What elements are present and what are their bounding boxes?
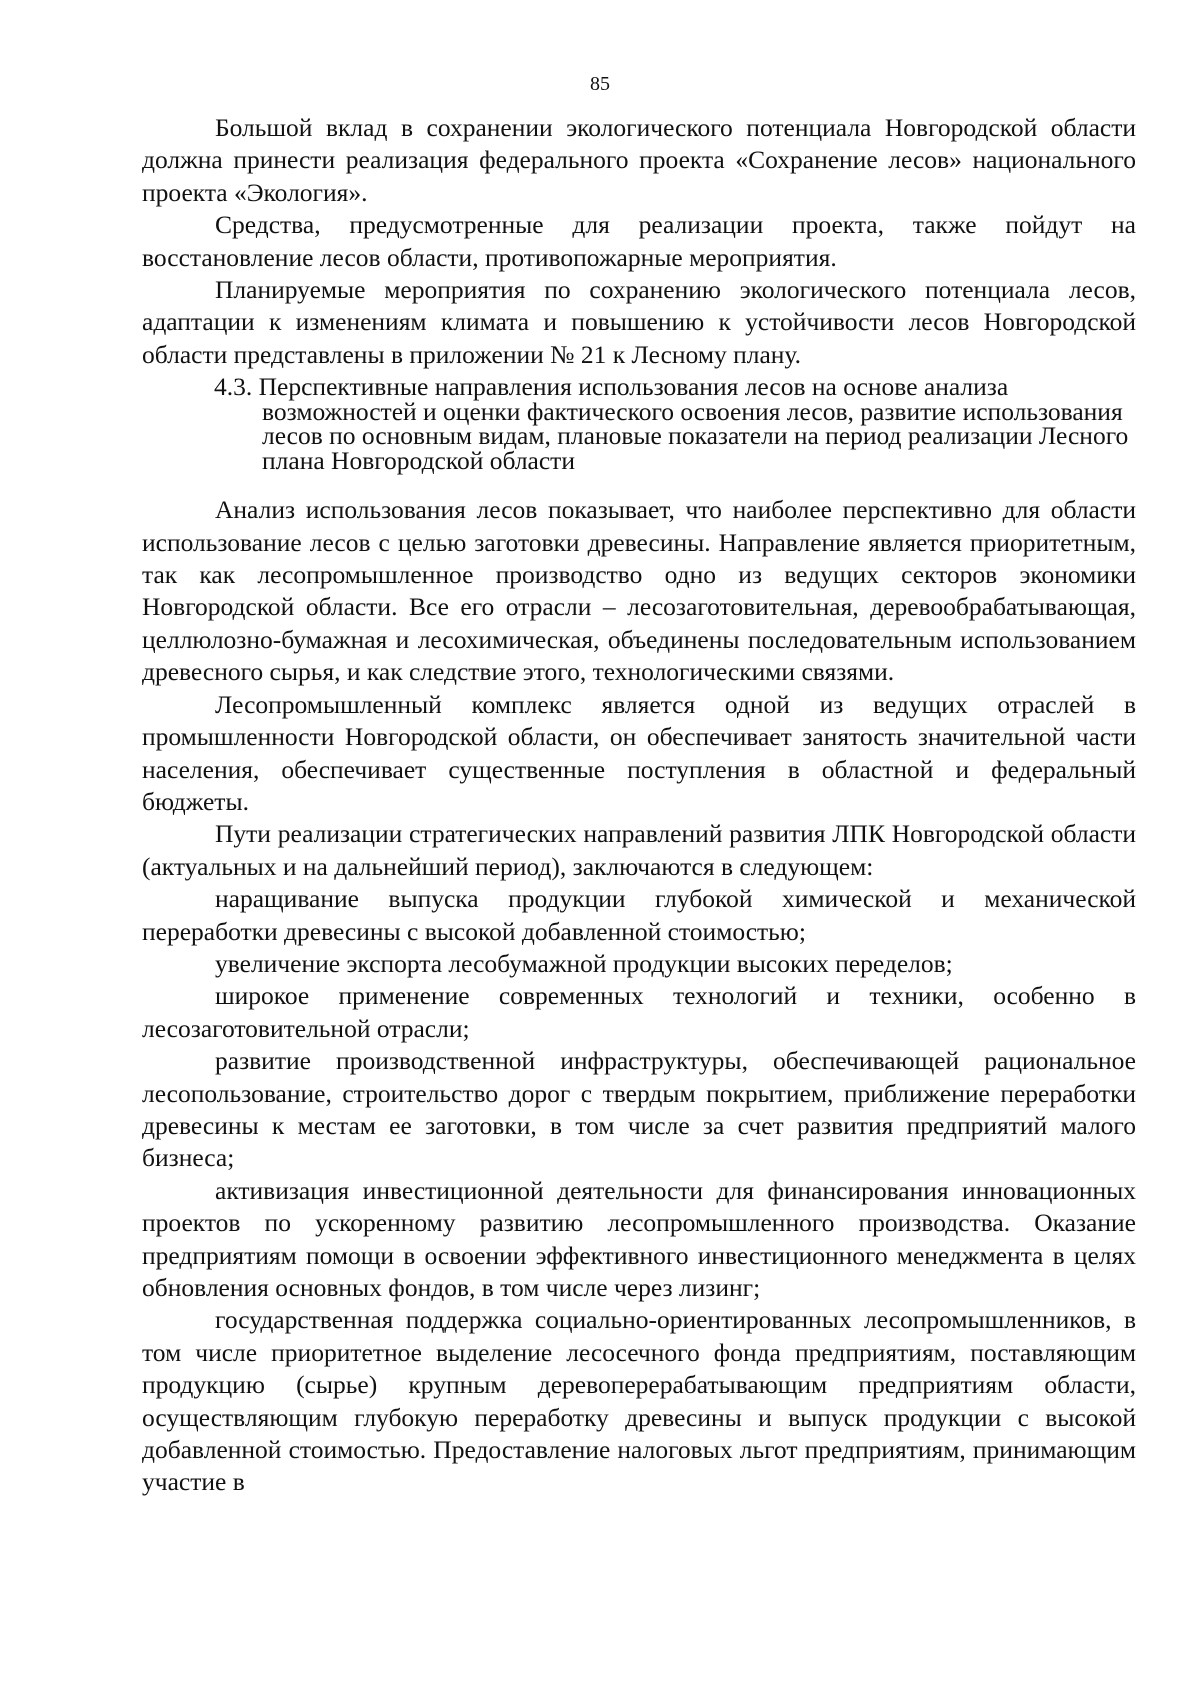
heading-spacer [142,473,1136,494]
list-item: широкое применение современных технологий и техники, особенно в лесозаготовительной отрасли; [142,981,1136,1043]
list-item: государственная поддержка социально-ориентированных лесопромышленников, в том числе приоритетное выделение лесосечного фонда предприятиям, поставляющим продукцию (сырье) крупным деревоперерабатывающим предприятиям области, осуществляющим глубокую переработку древесины и выпуск продукции с высокой добавленной стоимостью. Предоставление налоговых льгот предприятиям, принимающим участие в [142,1305,1136,1497]
list-item: увеличение экспорта лесобумажной продукции высоких переделов; [215,948,953,978]
paragraph: Средства, предусмотренные для реализации проекта, также пойдут на восстановление лесов области, противопожарные мероприятия. [142,210,1136,272]
list-item: наращивание выпуска продукции глубокой химической и механической переработки древесины с высокой добавленной стоимостью; [142,884,1136,946]
paragraph: Большой вклад в сохранении экологического потенциала Новгородской области должна принести реализация федерального проекта «Сохранение лесов» национального проекта «Экология». [142,113,1136,207]
paragraph: Планируемые мероприятия по сохранению экологического потенциала лесов, адаптации к изменениям климата и повышению к устойчивости лесов Новгородской области представлены в приложении № 21 к Лесному плану. [142,275,1136,369]
paragraph: Анализ использования лесов показывает, что наиболее перспективно для области использование лесов с целью заготовки древесины. Направление является приоритетным, так как лесопромышленное производство одно из ведущих секторов экономики Новгородской области. Все его отрасли – лесозаготовительная, деревообрабатывающая, целлюлозно-бумажная и лесохимическая, объединены последовательным использованием древесного сырья, и как следствие этого, технологическими связями. [142,495,1136,687]
document-body [142,112,1136,1499]
list-item: активизация инвестиционной деятельности для финансирования инновационных проектов по ускоренному развитию лесопромышленного производства. Оказание предприятиям помощи в освоении эффективного инвестиционного менеджмента в целях обновления основных фондов, в том числе через лизинг; [142,1175,1136,1302]
paragraph: Лесопромышленный комплекс является одной из ведущих отраслей в промышленности Новгородской области, он обеспечивает занятость значительной части населения, обеспечивает существенные поступления в областной и федеральный бюджеты. [142,689,1136,816]
page-number: 85 [590,73,610,95]
section-heading: 4.3. Перспективные направления использования лесов на основе анализа возможностей и оценки фактического освоения лесов, развитие использования лесов по основным видам, плановые показатели на период реализации Лесного плана Новгородской области [214,372,1129,475]
paragraph: Пути реализации стратегических направлений развития ЛПК Новгородской области (актуальных и на дальнейший период), заключаются в следующем: [142,819,1136,881]
list-item: развитие производственной инфраструктуры, обеспечивающей рациональное лесопользование, строительство дорог с твердым покрытием, приближение переработки древесины к местам ее заготовки, в том числе за счет развития предприятий малого бизнеса; [142,1046,1136,1173]
